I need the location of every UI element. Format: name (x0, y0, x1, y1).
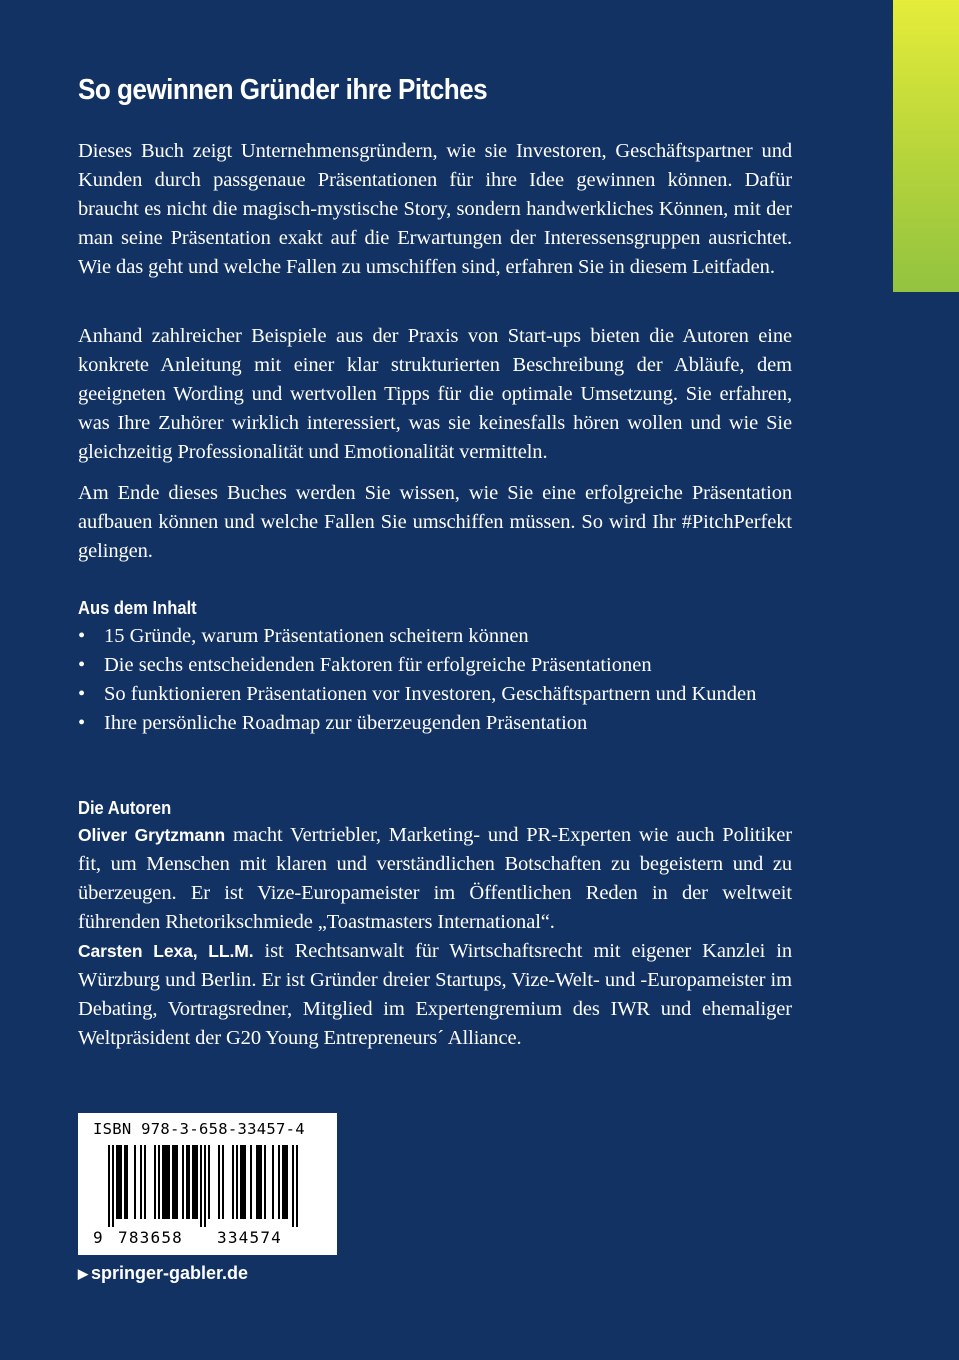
barcode-bar (200, 1145, 202, 1227)
author-1-bio: macht Vertriebler, Marketing- und PR-Experten wie auch Politiker fit, um Menschen mit klaren und verständlichen Botschaften zu begeistern und zu überzeugen. Er ist Vize-Europameister im Öffentlichen Reden in der weltweit führenden Rhetorikschmiede „Toastmasters International“. (78, 824, 792, 933)
barcode-bar (194, 1145, 196, 1219)
bullet-icon: • (78, 654, 86, 676)
contents-list (78, 622, 798, 738)
barcode-bar (108, 1145, 110, 1227)
barcode-bar (244, 1145, 246, 1219)
barcode-bar (120, 1145, 122, 1219)
barcode-bar (196, 1145, 198, 1219)
barcode-bar (192, 1145, 194, 1219)
isbn-digit-first: 9 (93, 1228, 103, 1247)
barcode-bar (282, 1145, 284, 1219)
arrow-right-icon: ▶ (78, 1266, 88, 1281)
list-item (78, 651, 798, 680)
author-1-name: Oliver Grytzmann (78, 825, 226, 845)
isbn-digits-group-2: 334574 (217, 1228, 282, 1247)
barcode-bar (154, 1145, 156, 1219)
list-item (78, 622, 798, 651)
list-item-text: Die sechs entscheidenden Faktoren für erfolgreiche Präsentationen (104, 654, 652, 676)
barcode-bar (188, 1145, 190, 1219)
list-item-text: 15 Gründe, warum Präsentationen scheitern können (104, 625, 529, 647)
barcode-bar (186, 1145, 188, 1219)
barcode-bar (176, 1145, 178, 1219)
publisher-url: springer-gabler.de (91, 1263, 249, 1283)
intro-paragraph-2: Anhand zahlreicher Beispiele aus der Praxis von Start-ups bieten die Autoren eine konkrete Anleitung mit einer klar strukturierten Beschreibung der Abläufe, dem geeigneten Wording und wertvollen Tipps für die optimale Umsetzung. Sie erfahren, was Ihre Zuhörer wirklich interessiert, was sie keinesfalls hören wollen und wie Sie gleichzeitig Professionalität und Emotionalität vermitteln. (78, 325, 792, 463)
barcode-bar (278, 1145, 280, 1219)
barcode-bar (144, 1145, 146, 1219)
bullet-icon: • (78, 625, 86, 647)
isbn-label: ISBN 978-3-658-33457-4 (93, 1120, 305, 1138)
barcode-bar (260, 1145, 262, 1219)
page-title: So gewinnen Gründer ihre Pitches (78, 74, 488, 106)
barcode-bar (116, 1145, 118, 1219)
barcode-bar (272, 1145, 274, 1219)
barcode-bar (256, 1145, 258, 1219)
isbn-digits-group-1: 783658 (118, 1228, 183, 1247)
author-2-bio: ist Rechtsanwalt für Wirtschaftsrecht mit eigener Kanzlei in Würzburg und Berlin. Er ist Gründer dreier Startups, Vize-Welt- und -Europameister im Debating, Vortragsredner, Mitglied im Expertengremium des IWR und ehemaliger Weltpräsident der G20 Young Entrepreneurs´ Alliance. (78, 940, 792, 1049)
barcode-bar (158, 1145, 160, 1219)
barcode-bar (172, 1145, 174, 1219)
barcode-bar (124, 1145, 126, 1219)
barcode-bar (236, 1145, 238, 1219)
barcode-bar (118, 1145, 120, 1219)
barcode-bar (126, 1145, 128, 1219)
barcode-bar (166, 1145, 168, 1219)
barcode-bar (264, 1145, 266, 1219)
publisher-link[interactable] (78, 1262, 248, 1285)
barcode-bar (162, 1145, 164, 1219)
isbn-barcode-box (78, 1113, 337, 1255)
barcode-image (108, 1145, 320, 1227)
barcode-bar (258, 1145, 260, 1219)
barcode-bar (134, 1145, 136, 1219)
barcode-bar (204, 1145, 206, 1227)
barcode-bar (286, 1145, 288, 1219)
barcode-bar (112, 1145, 114, 1227)
barcode-bar (240, 1145, 242, 1219)
barcode-bar (182, 1145, 184, 1219)
barcode-bar (208, 1145, 210, 1219)
intro-paragraph-3: Am Ende dieses Buches werden Sie wissen, wie Sie eine erfolgreiche Präsentation aufbauen können und welche Fallen Sie umschiffen müssen. So wird Ihr #PitchPerfekt gelingen. (78, 482, 792, 562)
accent-color-bar (893, 0, 959, 292)
authors-bio (78, 821, 792, 1053)
bullet-icon: • (78, 683, 86, 705)
barcode-bar (140, 1145, 142, 1219)
list-item (78, 709, 798, 738)
barcode-bar (250, 1145, 252, 1219)
barcode-bar (222, 1145, 224, 1219)
barcode-bar (174, 1145, 176, 1219)
list-item (78, 680, 798, 709)
author-2-name: Carsten Lexa, LL.M. (78, 941, 254, 961)
bullet-icon: • (78, 712, 86, 734)
barcode-bar (242, 1145, 244, 1219)
barcode-bar (292, 1145, 294, 1227)
barcode-bar (232, 1145, 234, 1219)
list-item-text: Ihre persönliche Roadmap zur überzeugenden Präsentation (104, 712, 588, 734)
list-item-text: So funktionieren Präsentationen vor Investoren, Geschäftspartnern und Kunden (104, 683, 757, 705)
barcode-bar (296, 1145, 298, 1227)
barcode-bar (284, 1145, 286, 1219)
intro-paragraph-1: Dieses Buch zeigt Unternehmensgründern, wie sie Investoren, Geschäftspartner und Kunden durch passgenaue Präsentationen für ihre Idee gewinnen können. Dafür braucht es nicht die magisch-mystische Story, sondern handwerkliches Können, mit der man seine Präsentation exakt auf die Erwartungen der Interessensgruppen ausrichtet. Wie das geht und welche Fallen zu umschiffen sind, erfahren Sie in diesem Leitfaden. (78, 140, 792, 278)
barcode-bar (218, 1145, 220, 1219)
barcode-bar (164, 1145, 166, 1219)
authors-heading: Die Autoren (78, 798, 172, 818)
contents-heading: Aus dem Inhalt (78, 598, 197, 618)
barcode-bar (168, 1145, 170, 1219)
